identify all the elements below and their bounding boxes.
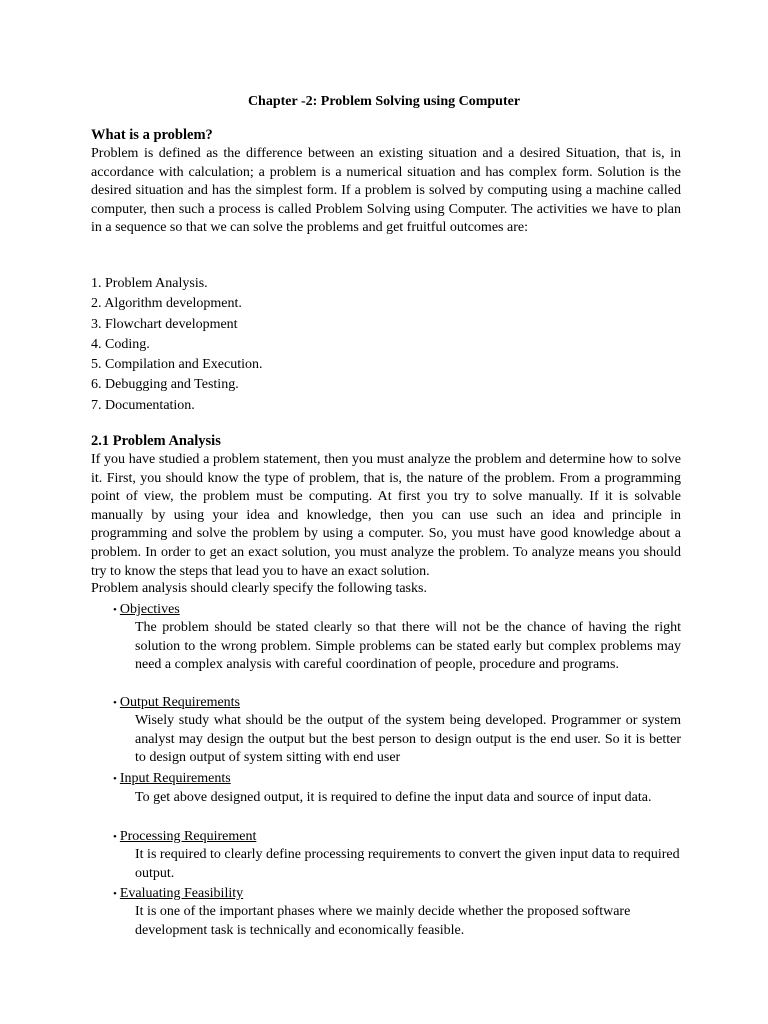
list-item: 2. Algorithm development. xyxy=(91,296,242,312)
bullet-icon: • xyxy=(113,604,117,616)
list-item: 7. Documentation. xyxy=(91,397,195,413)
task-bullet-input-requirements xyxy=(113,770,231,788)
task-label: Objectives xyxy=(119,602,180,617)
task-bullet-evaluating-feasibility xyxy=(113,885,243,903)
task-label: Processing Requirement xyxy=(119,829,257,844)
task-label: Output Requirements xyxy=(119,695,241,710)
task-description: It is one of the important phases where we mainly decide whether the proposed software development task is technically and economically feasible. xyxy=(135,904,631,938)
task-description: To get above designed output, it is required to define the input data and source of input data. xyxy=(135,790,652,805)
task-bullet-output-requirements xyxy=(113,694,240,712)
chapter-title: Chapter -2: Problem Solving using Computer xyxy=(247,94,521,109)
list-item: 5. Compilation and Execution. xyxy=(91,357,263,373)
list-item: 3. Flowchart development xyxy=(91,316,238,332)
problem-analysis-paragraph: If you have studied a problem statement, then you must analyze the problem and determine how to solve it. First, you should know the type of problem, that is, the nature of the problem. From a programming point of view, the problem must be computing. At first you try to solve manually. If it is solvable manually by using your idea and knowledge, then you can use such an idea and principle in programming and solve the problem by using a computer. So, you must have good knowledge about a problem. In order to get an exact solution, you must analyze the problem. To analyze means you should try to know the steps that lead you to have an exact solution. xyxy=(91,452,681,579)
task-label: Input Requirements xyxy=(119,771,231,786)
section-heading-problem-analysis: 2.1 Problem Analysis xyxy=(91,433,221,449)
task-description: The problem should be stated clearly so that there will not be the chance of having the right solution to the wrong problem. Simple problems can be stated early but complex problems may need a complex analysis with careful coordination of people, procedure and programs. xyxy=(135,620,681,673)
task-bullet-objectives xyxy=(113,601,180,619)
problem-solving-steps-list xyxy=(91,274,262,416)
task-description: Wisely study what should be the output of the system being developed. Programmer or system analyst may design the output but the best person to design output is the end user. So it is better to design output of system sitting with end user xyxy=(135,713,681,766)
bullet-icon: • xyxy=(113,888,117,900)
task-description: It is required to clearly define processing requirements to convert the given input data to required output. xyxy=(135,847,680,881)
task-bullet-processing-requirement xyxy=(113,828,256,846)
bullet-icon: • xyxy=(113,773,117,785)
list-item: 6. Debugging and Testing. xyxy=(91,377,239,393)
bullet-icon: • xyxy=(113,831,117,843)
list-item: 1. Problem Analysis. xyxy=(91,276,208,291)
task-label: Evaluating Feasibility xyxy=(119,886,244,901)
tasks-intro: Problem analysis should clearly specify the following tasks. xyxy=(91,581,427,596)
section-heading-what-is-a-problem: What is a problem? xyxy=(91,127,213,143)
list-item: 4. Coding. xyxy=(91,336,150,352)
bullet-icon: • xyxy=(113,697,117,709)
problem-definition-paragraph: Problem is defined as the difference between an existing situation and a desired Situation, that is, in accordance with calculation; a problem is a numerical situation and has complex form. Solution is the desired situation and has the simplest form. If a problem is solved by computing using a machine called computer, then such a process is called Problem Solving using Computer. The activities we have to plan in a sequence so that we can solve the problems and get fruitful outcomes are: xyxy=(91,146,681,236)
